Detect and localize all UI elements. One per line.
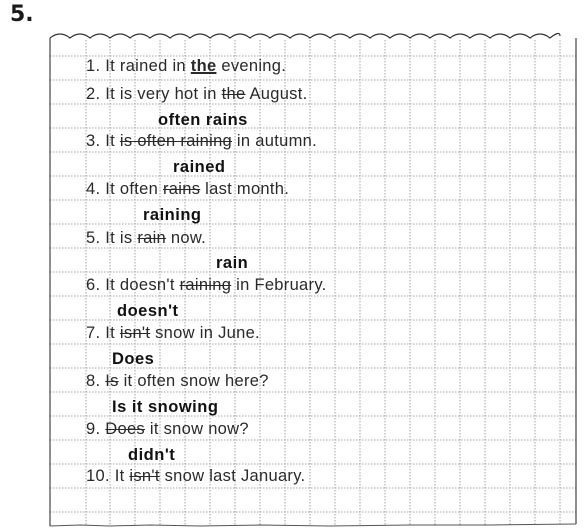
sentence-text: last month.: [200, 180, 290, 198]
sentence-number: 4.: [86, 180, 101, 198]
sentence-number: 3.: [86, 132, 101, 150]
underlined-word: the: [190, 57, 217, 75]
sentence-number: 9.: [86, 420, 101, 438]
sentence-text: in February.: [231, 276, 327, 294]
sentence-text: It doesn't: [100, 276, 180, 294]
crossed-out-word: Does: [105, 420, 145, 438]
crossed-out-word: raining: [179, 276, 232, 294]
crossed-out-word: is often raining: [119, 132, 233, 150]
sentence-text: It: [109, 467, 130, 485]
sentence-text: evening.: [216, 57, 287, 75]
sentence-text: in autumn.: [232, 132, 317, 150]
sentence-1: [86, 57, 286, 76]
sentence-9: [86, 420, 249, 439]
crossed-out-word: rain: [137, 229, 167, 247]
sentence-text: It: [100, 324, 120, 342]
exercise-number: 5.: [10, 2, 34, 27]
sentence-6: [86, 276, 327, 295]
sentence-text: It: [100, 132, 120, 150]
sentence-number: 8.: [86, 372, 101, 390]
sentence-text: It often: [100, 180, 163, 198]
sentence-number: 1.: [86, 57, 101, 75]
scalloped-top-edge: [50, 33, 560, 38]
correction-10: didn't: [128, 446, 176, 464]
sentence-text: it snow now?: [144, 420, 249, 438]
crossed-out-word: isn't: [119, 324, 151, 342]
sentence-10: [86, 467, 305, 486]
sentence-text: it often snow here?: [118, 372, 269, 390]
crossed-out-word: isn't: [129, 467, 160, 485]
correction-5: raining: [143, 206, 202, 224]
sentence-3: [86, 132, 317, 151]
sentence-text: It is very hot in: [100, 85, 222, 103]
correction-6: rain: [216, 254, 249, 272]
crossed-out-word: rains: [163, 180, 201, 198]
crossed-out-word: the: [221, 85, 246, 103]
sentence-4: [86, 180, 289, 199]
sentence-text: It rained in: [100, 57, 191, 75]
sentence-number: 7.: [86, 324, 101, 342]
sentence-text: snow in June.: [150, 324, 260, 342]
sentence-number: 6.: [86, 276, 101, 294]
sentence-text: It is: [100, 229, 138, 247]
correction-7: doesn't: [117, 302, 179, 320]
sentence-text: now.: [166, 229, 207, 247]
sentence-number: 2.: [86, 85, 101, 103]
correction-4: rained: [173, 158, 226, 176]
correction-8: Does: [112, 350, 155, 368]
correction-3: often rains: [158, 111, 248, 129]
sentence-text: August.: [245, 85, 308, 103]
sentence-number: 10.: [86, 467, 110, 485]
crossed-out-word: Is: [105, 372, 119, 390]
correction-9: Is it snowing: [112, 398, 219, 416]
torn-bottom-edge: [50, 524, 576, 526]
sentence-2: [86, 85, 308, 104]
sentence-7: [86, 324, 260, 343]
sentence-8: [86, 372, 269, 391]
sentence-text: snow last January.: [159, 467, 306, 485]
sentence-number: 5.: [86, 229, 101, 247]
sentence-5: [86, 229, 206, 248]
